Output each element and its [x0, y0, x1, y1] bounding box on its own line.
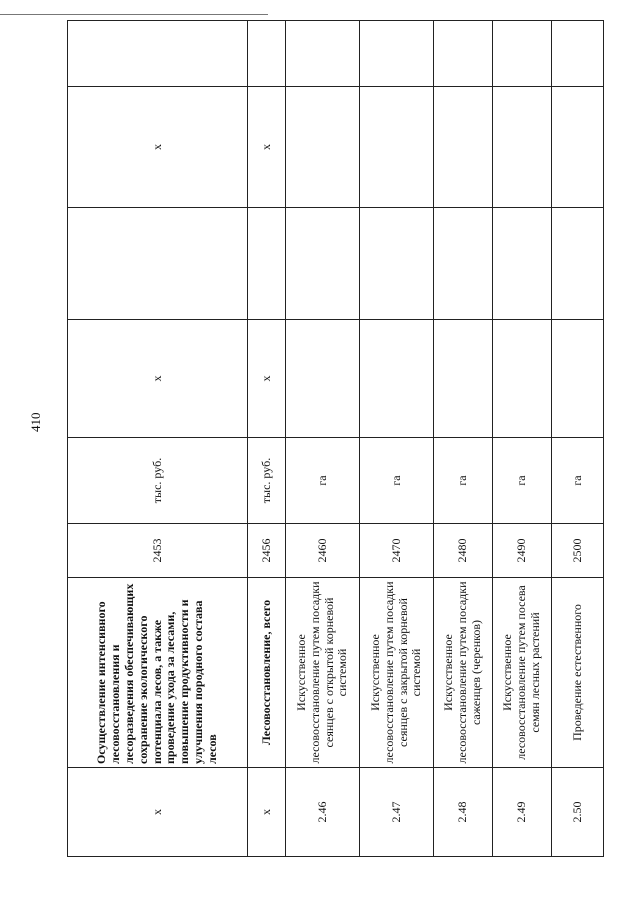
row-number-cell: 2.49	[493, 768, 552, 857]
row-col8-cell	[68, 21, 248, 87]
row-code-cell: 2470	[360, 524, 434, 578]
row-unit-cell: тыс. руб.	[68, 438, 248, 524]
row-code-cell: 2500	[552, 524, 604, 578]
row-col5-cell: x	[248, 320, 286, 438]
table-row	[248, 21, 286, 857]
table-row	[360, 21, 434, 857]
row-col6-cell	[360, 208, 434, 320]
row-unit-cell: га	[286, 438, 360, 524]
row-name-cell: Искусственное лесовосстановление путем посадки саженцев (черенков)	[434, 578, 493, 768]
row-col5-cell	[552, 320, 604, 438]
row-number-cell: x	[68, 768, 248, 857]
row-unit-cell: га	[552, 438, 604, 524]
row-unit-cell: га	[493, 438, 552, 524]
row-col7-cell	[493, 87, 552, 208]
row-col5-cell	[493, 320, 552, 438]
row-col5-cell	[360, 320, 434, 438]
row-col7-cell	[552, 87, 604, 208]
page-number: 410	[28, 412, 43, 432]
row-col7-cell	[360, 87, 434, 208]
row-name-cell: Искусственное лесовосстановление путем посева семян лесных растений	[493, 578, 552, 768]
rotated-table-wrapper	[67, 21, 603, 857]
row-unit-cell: га	[360, 438, 434, 524]
row-col7-cell	[434, 87, 493, 208]
row-name-cell: Искусственное лесовосстановление путем посадки сеянцев с открытой корневой системой	[286, 578, 360, 768]
row-col8-cell	[552, 21, 604, 87]
row-col7-cell	[286, 87, 360, 208]
row-col5-cell	[286, 320, 360, 438]
row-name-cell: Осуществление интенсивного лесовосстановления и лесоразведения обеспечивающих сохранение экологического потенциала лесов, а также проведение ухода за лесами, повышение продуктивности и улучшения породного состава лесов	[68, 578, 248, 768]
row-col8-cell	[248, 21, 286, 87]
row-col6-cell	[552, 208, 604, 320]
row-col8-cell	[434, 21, 493, 87]
table-row	[286, 21, 360, 857]
row-col6-cell	[68, 208, 248, 320]
row-col6-cell	[493, 208, 552, 320]
row-code-cell: 2490	[493, 524, 552, 578]
row-col8-cell	[493, 21, 552, 87]
data-table	[67, 20, 604, 857]
row-col5-cell: x	[68, 320, 248, 438]
table-row	[552, 21, 604, 857]
row-number-cell: 2.50	[552, 768, 604, 857]
table-row	[493, 21, 552, 857]
row-number-cell: 2.47	[360, 768, 434, 857]
row-unit-cell: тыс. руб.	[248, 438, 286, 524]
table-row	[434, 21, 493, 857]
row-col6-cell	[434, 208, 493, 320]
row-number-cell: 2.48	[434, 768, 493, 857]
row-col6-cell	[248, 208, 286, 320]
row-number-cell: 2.46	[286, 768, 360, 857]
row-col7-cell: x	[68, 87, 248, 208]
row-col8-cell	[360, 21, 434, 87]
row-col7-cell: x	[248, 87, 286, 208]
row-code-cell: 2456	[248, 524, 286, 578]
row-col6-cell	[286, 208, 360, 320]
row-code-cell: 2460	[286, 524, 360, 578]
row-unit-cell: га	[434, 438, 493, 524]
row-col8-cell	[286, 21, 360, 87]
row-name-cell: Лесовосстановление, всего	[248, 578, 286, 768]
top-rule	[0, 14, 268, 15]
row-name-cell: Проведение естественного	[552, 578, 604, 768]
row-code-cell: 2453	[68, 524, 248, 578]
row-name-cell: Искусственное лесовосстановление путем посадки сеянцев с закрытой корневой системой	[360, 578, 434, 768]
table-row	[68, 21, 248, 857]
row-col5-cell	[434, 320, 493, 438]
row-code-cell: 2480	[434, 524, 493, 578]
row-number-cell: x	[248, 768, 286, 857]
